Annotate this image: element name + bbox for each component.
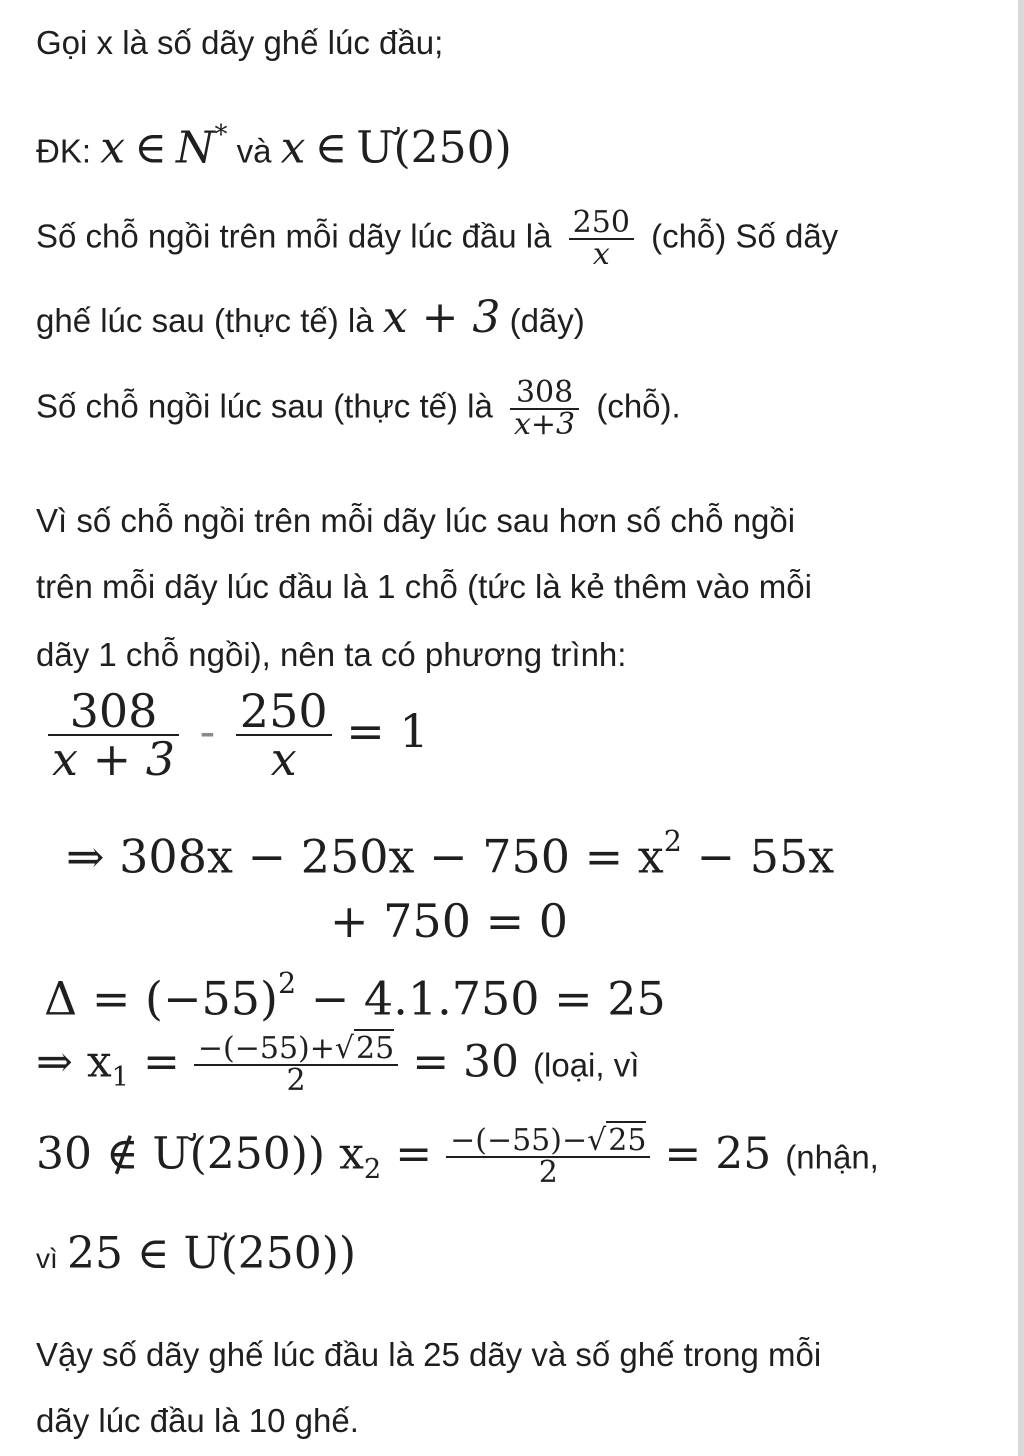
fraction-denominator: x+3 [510,408,579,440]
delta-left: Δ = (−55) [44,971,278,1026]
and-word: và [236,132,272,170]
seats-later-line [36,375,681,442]
x2-prefix: 30 ∉ Ư(250)) [36,1128,326,1180]
expanded-right: − 55x [681,829,835,884]
fraction-308-over-x3 [510,375,579,442]
x1-result: = 30 [412,1036,520,1088]
main-equation [48,684,429,786]
x2-fraction [446,1123,650,1190]
delta-right: − 4.1.750 = 25 [296,971,666,1026]
x1-radicand: 25 [356,1031,395,1066]
x2-subscript: 2 [363,1154,382,1186]
equation-fraction-1 [48,684,179,786]
x2-equals: = [381,1128,447,1180]
seats-initial-text: Số chỗ ngồi trên mỗi dãy lúc đầu là [36,217,552,255]
seats-unit-text: (chỗ) Số dãy [651,217,839,255]
conclusion-line-1: Vậy số dãy ghế lúc đầu là 25 dãy và số ghế trong mỗi [36,1336,822,1373]
sqrt-symbol: √25 [334,1031,395,1066]
var-x-2: x [280,122,306,174]
equation-numerator-1: 308 [69,684,158,738]
fraction-250-over-x [569,205,634,272]
var-x: x [100,122,126,174]
x1-denominator: 2 [194,1064,398,1096]
condition-line [36,120,512,174]
conclusion-line-2: dãy lúc đầu là 10 ghế. [36,1402,359,1439]
expanded-equation [66,825,835,884]
equation-numerator-2: 250 [239,684,328,738]
element-of-symbol-2: ∈ [314,122,348,174]
x1-note: (loại, vì [533,1046,640,1084]
x2-note: (nhận, [785,1138,879,1176]
fraction-numerator: 250 [572,205,630,240]
element-of-symbol: ∈ [134,122,167,174]
x1-numerator: −(−55)+ [197,1031,335,1066]
because-word: vì [36,1243,58,1274]
x2-label: x [325,1128,364,1180]
minus-sign: - [199,704,216,758]
fraction-numerator: 308 [515,375,574,410]
x2-denominator: 2 [446,1156,650,1188]
accept-reason-line [36,1228,357,1279]
scrollbar[interactable] [1018,0,1024,1456]
delta-superscript: 2 [277,967,297,1000]
x1-equals: = [129,1036,194,1088]
sqrt-symbol: √25 [587,1123,647,1158]
root-x1-line [36,1031,640,1098]
rows-later-expression: x + 3 [382,292,501,343]
paragraph-line-1: Vì số chỗ ngồi trên mỗi dãy lúc sau hơn số chỗ ngồi [36,502,796,539]
paragraph-line-3: dãy 1 chỗ ngồi), nên ta có phương trình: [36,636,627,673]
rows-later-text: ghế lúc sau (thực tế) là [36,302,374,339]
equation-denominator-2: x [236,734,332,782]
discriminant-line [44,967,666,1026]
root-x2-line [36,1123,879,1190]
divisors-250: Ư(250) [356,122,512,174]
rows-later-line [36,292,585,343]
set-n: N [175,122,215,174]
star-superscript: * [214,120,228,150]
rows-unit-text: (dãy) [509,302,585,339]
paragraph-line-2: trên mỗi dãy lúc đầu là 1 chỗ (tức là kẻ thêm vào mỗi [36,568,812,605]
equation-fraction-2 [236,684,332,786]
x1-subscript: 1 [111,1062,130,1094]
intro-line: Gọi x là số dãy ghế lúc đầu; [36,24,444,61]
equation-rhs: = 1 [346,704,429,758]
seats-unit-text: (chỗ). [596,387,681,425]
x2-radicand: 25 [608,1123,647,1158]
x1-fraction [194,1031,398,1098]
equation-denominator-1: x + 3 [48,734,179,782]
expanded-left: ⇒ 308x − 250x − 750 = x [66,829,664,884]
x1-label: ⇒ x [36,1036,112,1088]
x2-result: = 25 [664,1128,772,1180]
accept-expression: 25 ∈ Ư(250)) [66,1228,357,1279]
expanded-equation-cont: + 750 = 0 [330,894,569,948]
square-superscript: 2 [663,825,682,858]
seats-initial-line [36,205,839,272]
seats-later-text: Số chỗ ngồi lúc sau (thực tế) là [36,387,493,425]
x2-numerator: −(−55)− [450,1123,588,1158]
condition-label: ĐK: [36,132,92,170]
fraction-denominator: x [569,238,634,270]
